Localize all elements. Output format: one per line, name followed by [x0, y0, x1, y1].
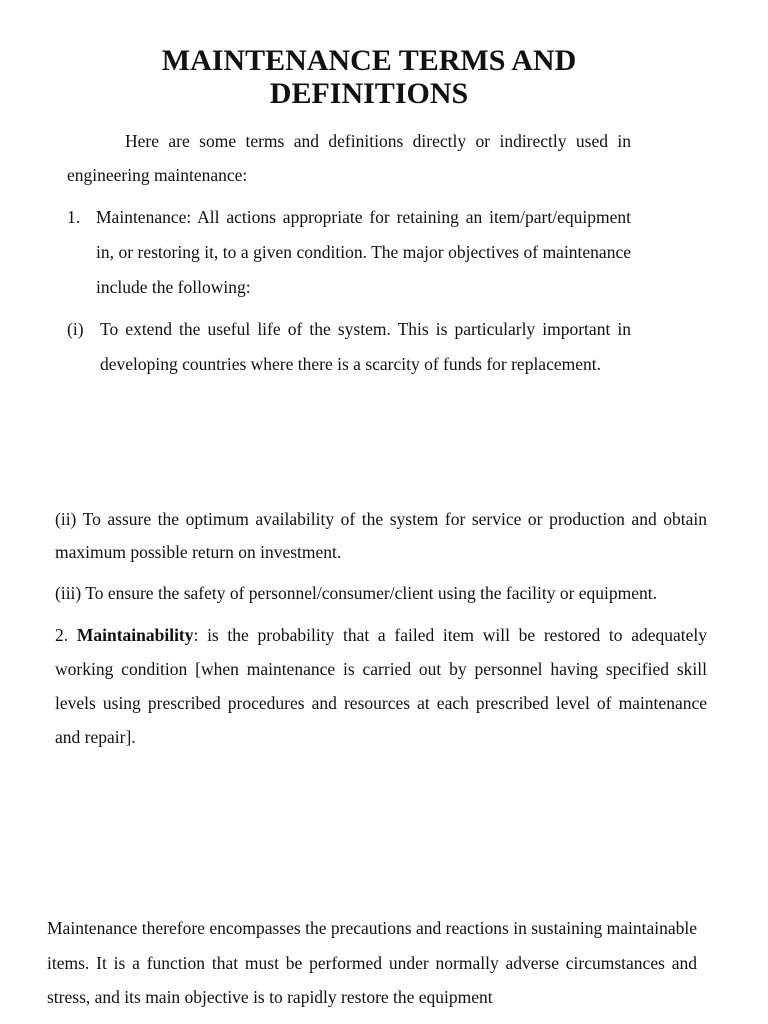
objective-item-i [67, 312, 631, 381]
definition-item-maintainability [55, 618, 707, 754]
closing-paragraph: Maintenance therefore encompasses the precautions and reactions in sustaining maintainable items. It is a function that must be performed under normally adverse circumstances and stress, and its main objective is to rapidly restore the equipment [47, 918, 697, 1007]
item-text: Maintenance: All actions appropriate for retaining an item/part/equipment in, or restoring it, to a given condition. The major objectives of maintenance include the following: [96, 207, 631, 297]
title-line-2: DEFINITIONS [269, 77, 469, 110]
page-title [0, 44, 738, 110]
item-text: : is the probability that a failed item will be restored to adequately working condition [when maintenance is carried out by personnel having specified skill levels using prescribed procedures and resources at each prescribed level of maintenance and repair]. [55, 625, 708, 747]
title-line-1: MAINTENANCE TERMS AND [161, 44, 577, 77]
objective-marker: (i) [67, 319, 84, 339]
intro-paragraph: Here are some terms and definitions directly or indirectly used in engineering maintenance: [67, 131, 631, 185]
objective-item-iii: (iii) To ensure the safety of personnel/consumer/client using the facility or equipment. [55, 583, 658, 603]
term-maintainability: Maintainability [76, 625, 194, 645]
objective-item-ii: (ii) To assure the optimum availability of the system for service or production and obtain maximum possible return on investment. [55, 509, 707, 562]
objective-text: To extend the useful life of the system. This is particularly important in developing countries where there is a scarcity of funds for replacement. [100, 319, 631, 374]
definition-item-maintenance [67, 200, 631, 305]
item-number: 1. [67, 207, 81, 227]
item-number: 2. [55, 625, 69, 645]
